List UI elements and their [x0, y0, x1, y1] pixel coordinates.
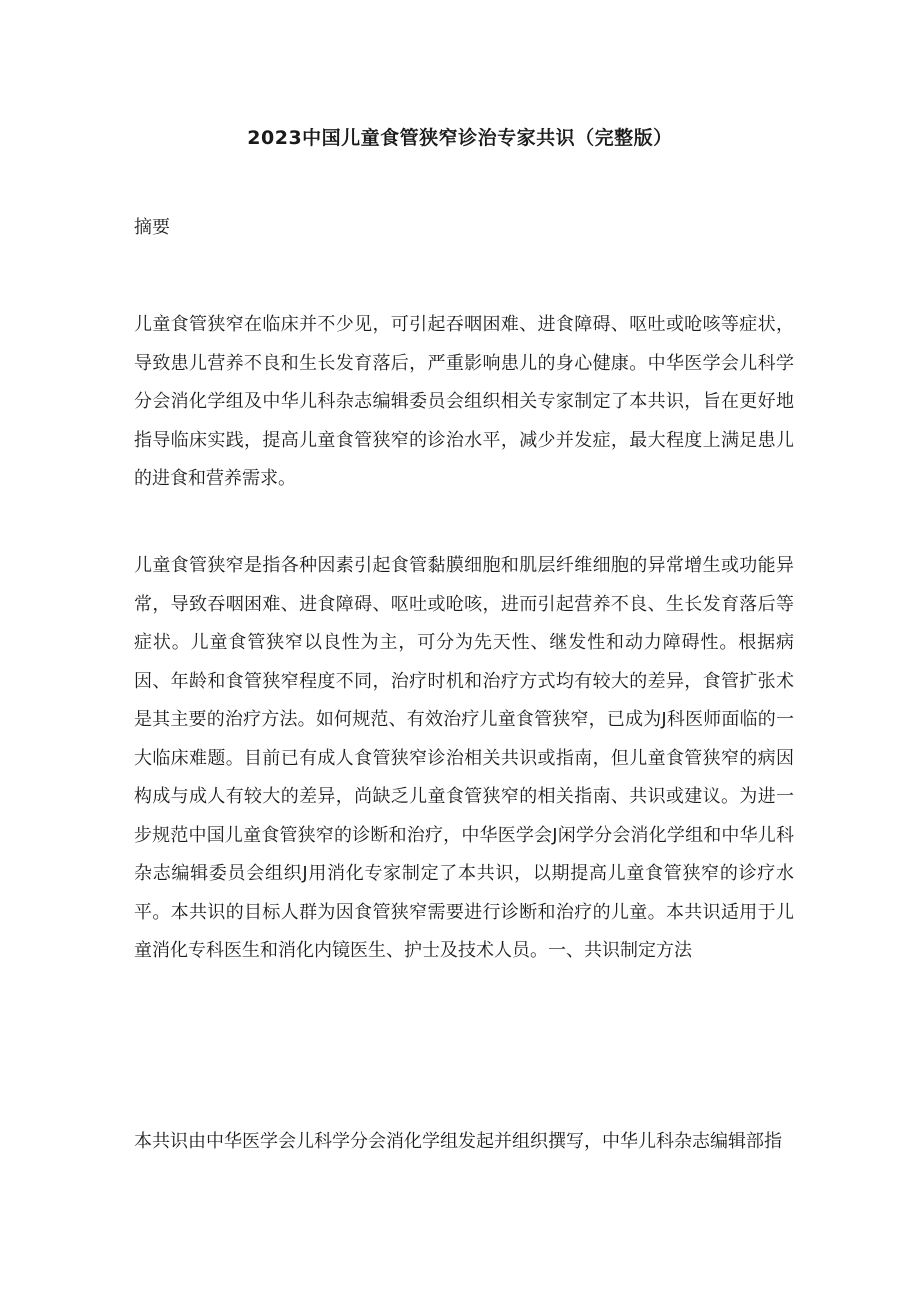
abstract-heading: 摘要	[134, 217, 170, 238]
document-title: 2023中国儿童食管狭窄诊治专家共识（完整版）	[247, 127, 673, 149]
paragraph-introduction: 儿童食管狭窄是指各种因素引起食管黏膜细胞和肌层纤维细胞的异常增生或功能异常，导致吞咽困难、进食障碍、呕吐或呛咳，进而引起营养不良、生长发育落后等症状。儿童食管狭窄以良性为主，可分为先天性、继发性和动力障碍性。根据病因、年龄和食管狭窄程度不同，治疗时机和治疗方式均有较大的差异，食管扩张术是其主要的治疗方法。如何规范、有效治疗儿童食管狭窄，已成为J科医师面临的一大临床难题。目前已有成人食管狭窄诊治相关共识或指南，但儿童食管狭窄的病因构成与成人有较大的差异，尚缺乏儿童食管狭窄的相关指南、共识或建议。为进一步规范中国儿童食管狭窄的诊断和治疗，中华医学会J闲学分会消化学组和中华儿科杂志编辑委员会组织J用消化专家制定了本共识，以期提高儿童食管狭窄的诊疗水平。本共识的目标人群为因食管狭窄需要进行诊断和治疗的儿童。本共识适用于儿童消化专科医生和消化内镜医生、护士及技术人员。一、共识制定方法	[134, 555, 794, 961]
paragraph-methods: 本共识由中华医学会儿科学分会消化学组发起并组织撰写，中华儿科杂志编辑部指	[134, 1131, 782, 1152]
paragraph-abstract: 儿童食管狭窄在临床并不少见，可引起吞咽困难、进食障碍、呕吐或呛咳等症状，导致患儿营养不良和生长发育落后，严重影响患儿的身心健康。中华医学会儿科学分会消化学组及中华儿科杂志编辑委员会组织相关专家制定了本共识，旨在更好地指导临床实践，提高儿童食管狭窄的诊治水平，减少并发症，最大程度上满足患儿的进食和营养需求。	[134, 314, 794, 489]
